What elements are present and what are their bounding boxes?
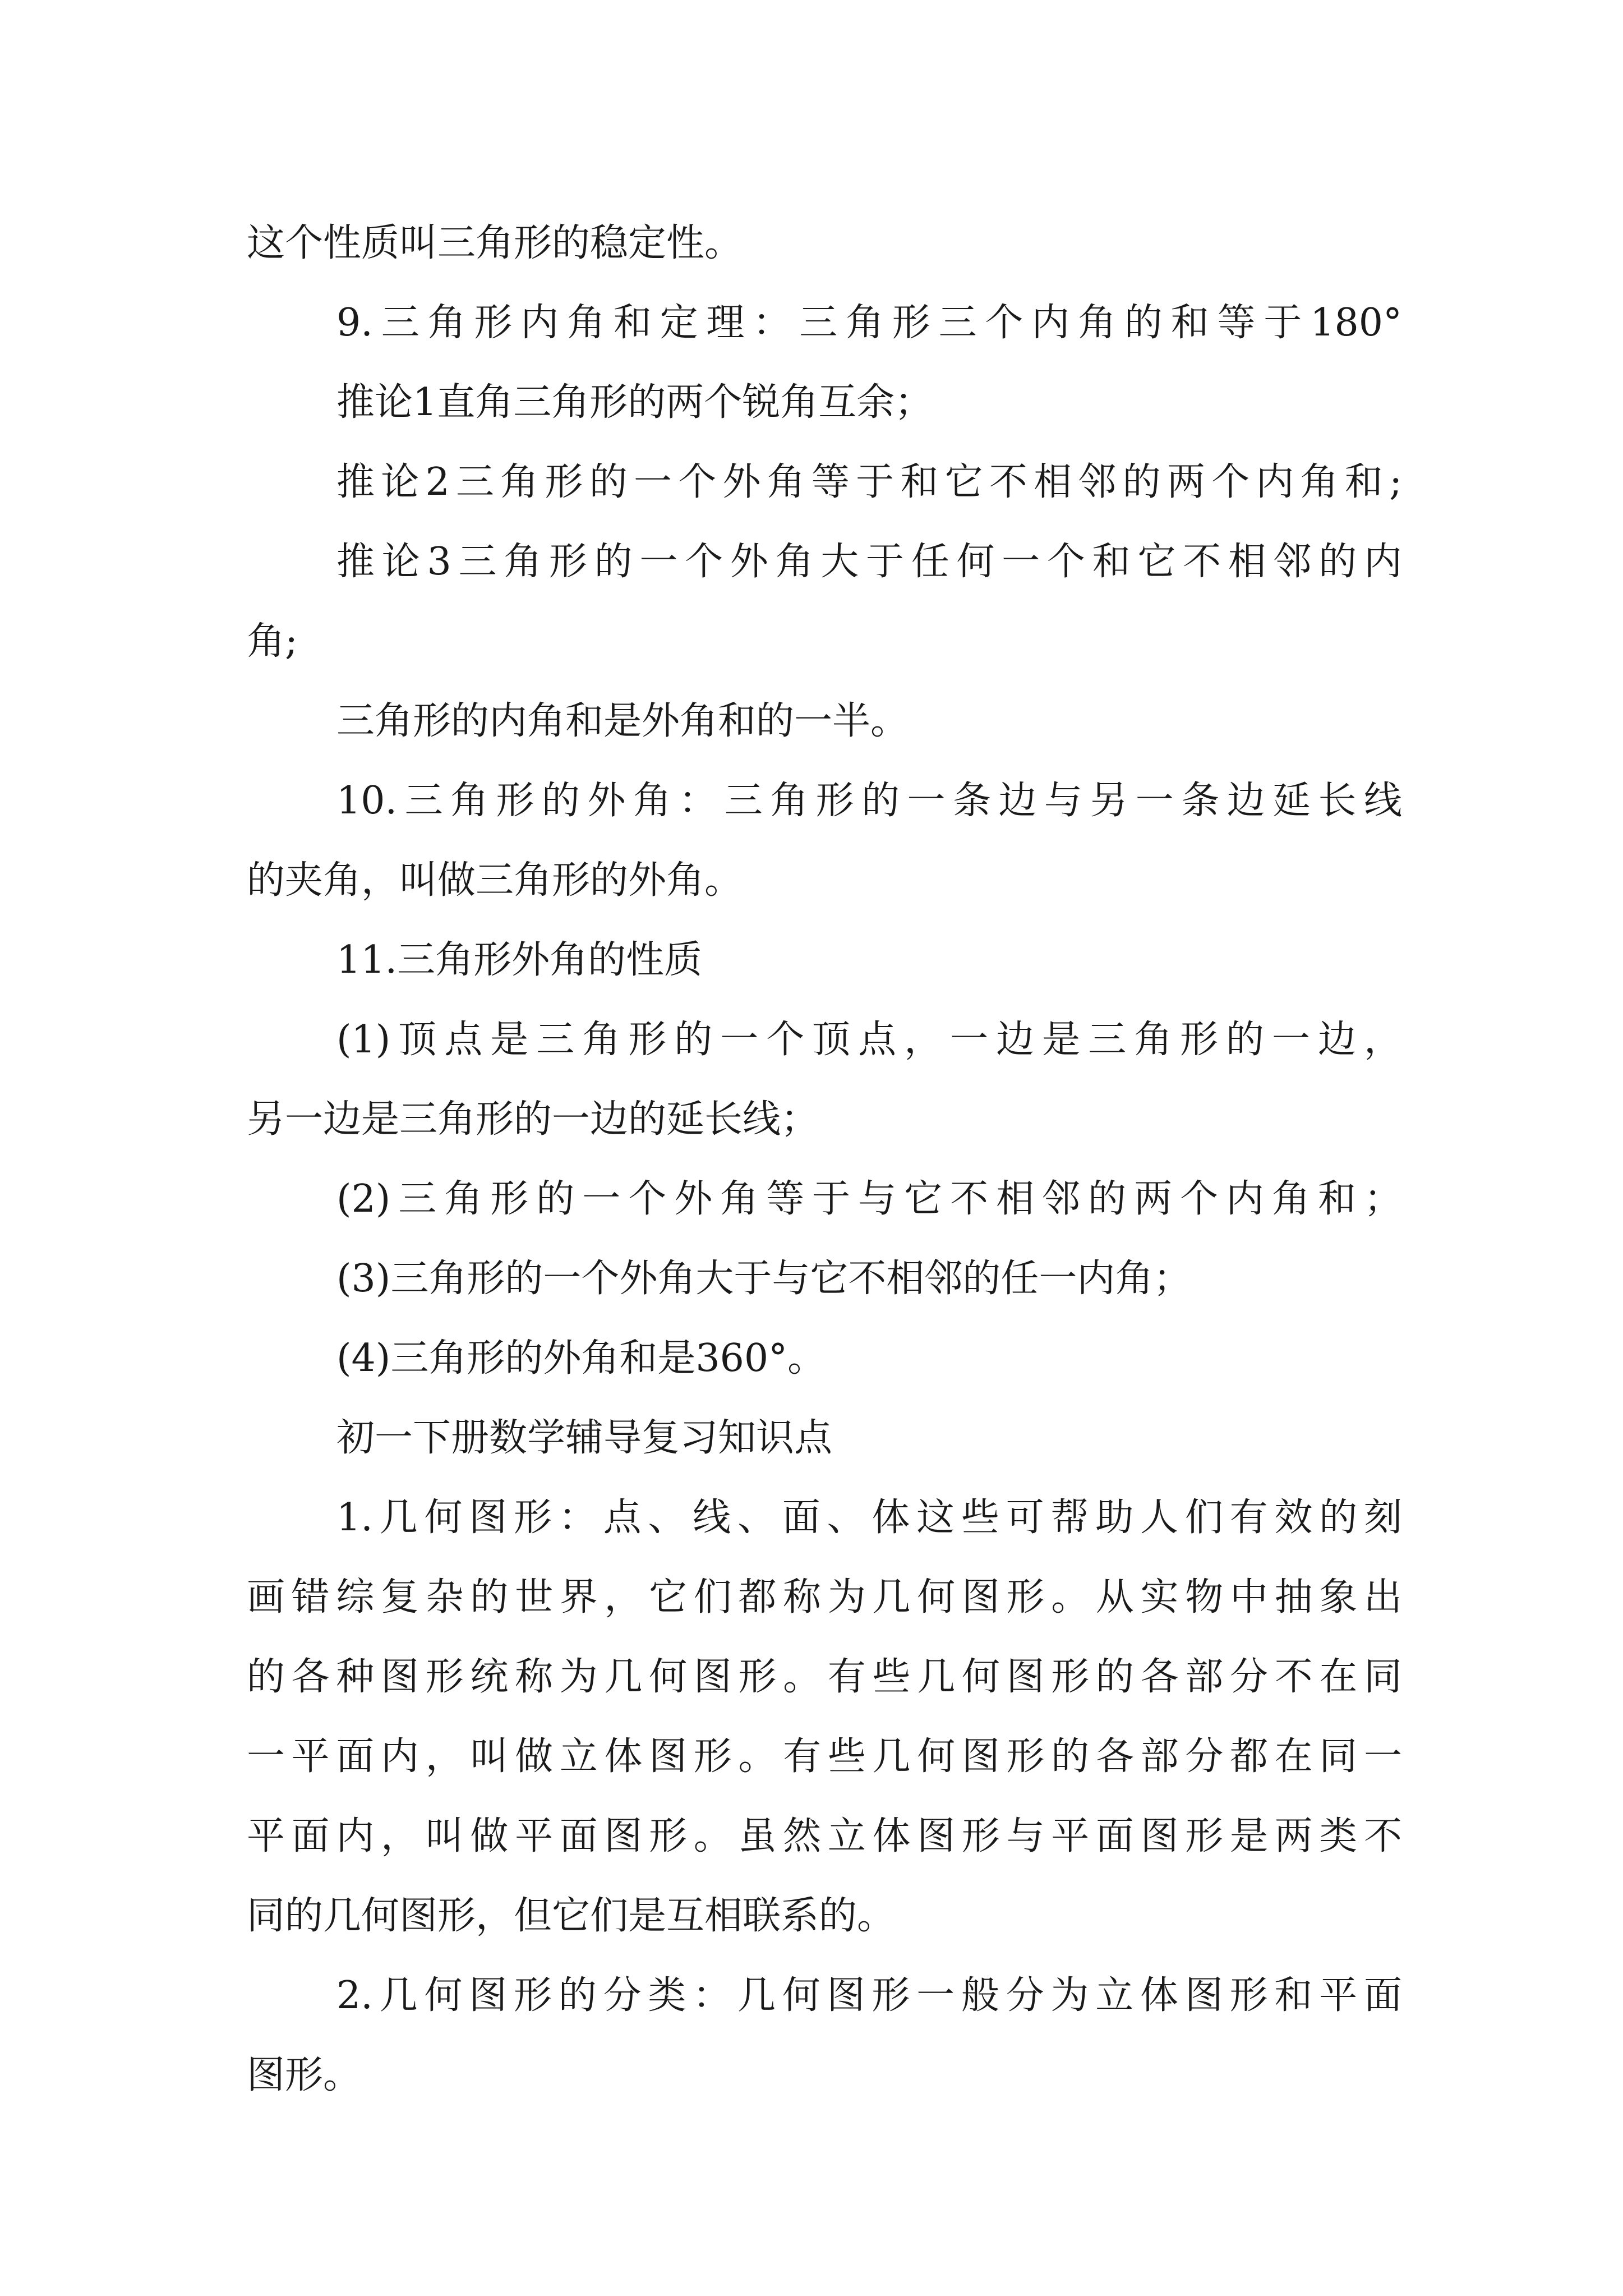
text-line: (4)三角形的外角和是360°。 — [336, 1336, 826, 1381]
text-line: 11.三角形外角的性质 — [336, 938, 703, 982]
text-line: 图形。 — [247, 2053, 362, 2097]
text-line: 这个性质叫三角形的稳定性。 — [247, 221, 743, 265]
text-line: (2)三角形的一个外角等于与它不相邻的两个内角和； — [336, 1177, 1402, 1221]
text-line: 平面内，叫做平面图形。虽然立体图形与平面图形是两类不 — [247, 1814, 1402, 1858]
text-line: 角; — [247, 619, 298, 664]
text-line: 同的几何图形，但它们是互相联系的。 — [247, 1894, 896, 1938]
text-line: 一平面内，叫做立体图形。有些几何图形的各部分都在同一 — [247, 1734, 1402, 1779]
text-line: 推论2三角形的一个外角等于和它不相邻的两个内角和; — [336, 460, 1402, 504]
text-line: 推论1直角三角形的两个锐角互余； — [336, 380, 933, 425]
text-line: (1)顶点是三角形的一个顶点，一边是三角形的一边， — [336, 1018, 1402, 1062]
text-line: 10.三角形的外角：三角形的一条边与另一条边延长线 — [336, 779, 1402, 823]
text-line: 初一下册数学辅导复习知识点 — [336, 1416, 833, 1460]
text-line: 的各种图形统称为几何图形。有些几何图形的各部分不在同 — [247, 1655, 1402, 1699]
text-line: (3)三角形的一个外角大于与它不相邻的任一内角； — [336, 1257, 1192, 1301]
text-line: 三角形的内角和是外角和的一半。 — [336, 699, 909, 743]
text-line: 另一边是三角形的一边的延长线； — [247, 1097, 819, 1142]
text-line: 画错综复杂的世界，它们都称为几何图形。从实物中抽象出 — [247, 1575, 1402, 1619]
text-line: 推论3三角形的一个外角大于任何一个和它不相邻的内 — [336, 540, 1402, 584]
text-line: 1.几何图形：点、线、面、体这些可帮助人们有效的刻 — [336, 1496, 1402, 1540]
text-line: 2.几何图形的分类：几何图形一般分为立体图形和平面 — [336, 1973, 1402, 2018]
text-line: 9.三角形内角和定理：三角形三个内角的和等于180° — [336, 301, 1402, 345]
text-line: 的夹角，叫做三角形的外角。 — [247, 858, 743, 903]
